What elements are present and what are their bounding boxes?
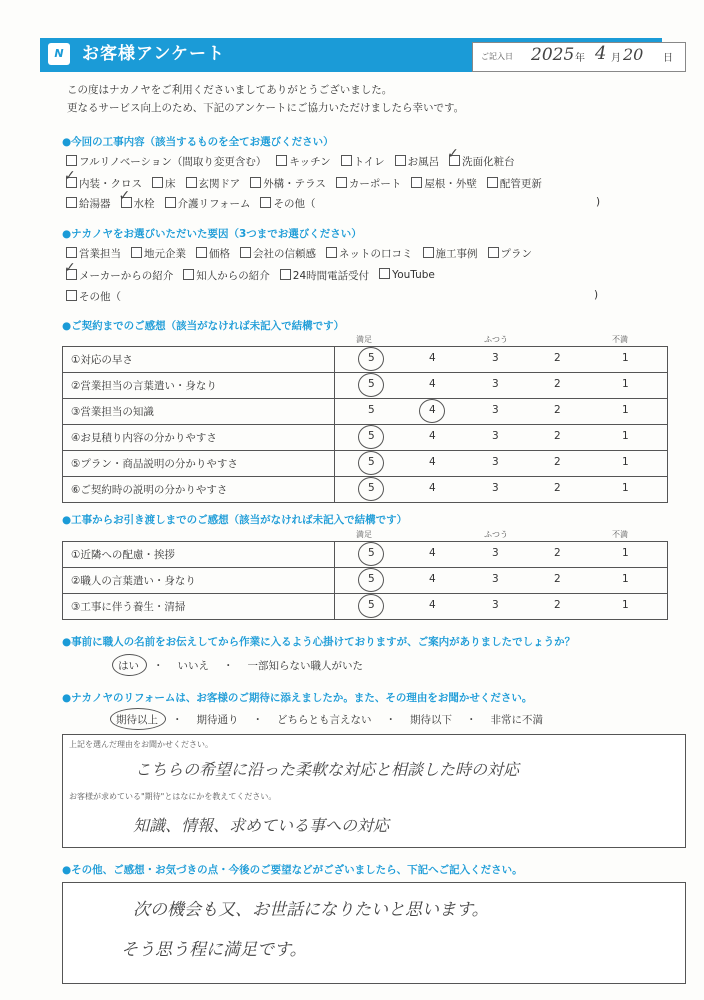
answer-option[interactable]: どちらとも言えない bbox=[277, 714, 372, 726]
option-label: 床 bbox=[165, 178, 176, 190]
date-field[interactable] bbox=[472, 42, 686, 72]
checkbox[interactable] bbox=[395, 155, 406, 166]
score-option[interactable]: 1 bbox=[622, 547, 629, 559]
option-label: トイレ bbox=[353, 156, 385, 168]
option-item[interactable] bbox=[66, 176, 142, 191]
score-option[interactable]: 5 bbox=[368, 430, 375, 442]
score-option[interactable]: 5 bbox=[368, 404, 375, 416]
intro-line: この度はナカノヤをご利用くださいましてありがとうございました。 bbox=[67, 84, 393, 96]
other-text-line: そう思う程に満足です。 bbox=[121, 940, 307, 960]
question-label: ⑥ご契約時の説明の分かりやすさ bbox=[63, 477, 335, 503]
option-item[interactable] bbox=[260, 196, 315, 211]
reason-answer-box[interactable] bbox=[62, 734, 686, 848]
other-comment-box[interactable] bbox=[62, 882, 686, 984]
score-option[interactable]: 1 bbox=[622, 352, 629, 364]
reason-label: 上記を選んだ理由をお聞かせください。 bbox=[69, 740, 213, 749]
score-option[interactable]: 2 bbox=[554, 547, 561, 559]
checkbox[interactable] bbox=[66, 290, 77, 301]
score-cell bbox=[335, 425, 668, 451]
table-row bbox=[63, 399, 668, 425]
option-label: フルリノベーション（間取り変更含む） bbox=[79, 156, 267, 168]
score-cell bbox=[335, 451, 668, 477]
question-label: ③営業担当の知識 bbox=[63, 399, 335, 425]
option-label: 玄関ドア bbox=[198, 178, 241, 190]
option-item[interactable] bbox=[165, 196, 251, 211]
option-item[interactable] bbox=[449, 154, 515, 169]
score-option[interactable]: 5 bbox=[368, 378, 375, 390]
intro-line: 更なるサービス向上のため、下記のアンケートにご協力いただけましたら幸いです。 bbox=[67, 102, 465, 114]
score-option[interactable]: 5 bbox=[368, 599, 375, 611]
option-label: 知人からの紹介 bbox=[196, 270, 270, 282]
checkbox[interactable] bbox=[183, 269, 194, 280]
date-year-suffix: 年 bbox=[575, 53, 585, 64]
score-option[interactable]: 2 bbox=[554, 352, 561, 364]
separator: ・ bbox=[223, 660, 234, 672]
option-label: お風呂 bbox=[407, 156, 440, 168]
option-label: 内装・クロス bbox=[79, 178, 142, 190]
scale-label-best: 満足 bbox=[356, 530, 372, 539]
score-option[interactable]: 2 bbox=[554, 599, 561, 611]
option-item[interactable] bbox=[152, 176, 176, 191]
checkbox[interactable] bbox=[260, 197, 271, 208]
option-item[interactable] bbox=[240, 246, 316, 261]
section-title-other: ● その他、ご感想・お気づきの点・今後のご要望などがございましたら、下記へご記入ください。 bbox=[62, 862, 523, 877]
checkbox[interactable] bbox=[240, 247, 251, 258]
option-item[interactable] bbox=[66, 196, 111, 211]
score-option[interactable]: 1 bbox=[622, 482, 629, 494]
option-label: ネットの口コミ bbox=[339, 248, 413, 260]
option-item[interactable] bbox=[395, 154, 440, 169]
section-title-reason: ● ナカノヤをお選びいただいた要因（3つまでお選びください） bbox=[62, 226, 362, 241]
score-cell bbox=[335, 347, 668, 373]
scale-label-worst: 不満 bbox=[612, 530, 628, 539]
option-item[interactable] bbox=[131, 246, 186, 261]
question-label: ②職人の言葉遣い・身なり bbox=[63, 568, 335, 594]
option-item[interactable] bbox=[341, 154, 385, 169]
selected-circle-icon bbox=[358, 594, 384, 618]
option-label: 水栓 bbox=[133, 198, 155, 210]
date-day: 20 bbox=[623, 45, 644, 64]
score-option[interactable]: 2 bbox=[554, 404, 561, 416]
option-label: 価格 bbox=[209, 248, 230, 260]
selected-circle-icon bbox=[358, 477, 384, 501]
score-option[interactable]: 2 bbox=[554, 378, 561, 390]
option-item[interactable] bbox=[66, 246, 121, 261]
checkbox[interactable] bbox=[66, 155, 77, 166]
score-option[interactable]: 3 bbox=[492, 404, 499, 416]
score-option[interactable]: 4 bbox=[429, 352, 436, 364]
separator: ・ bbox=[252, 714, 263, 726]
checkbox[interactable] bbox=[186, 177, 197, 188]
checkmark-icon: ✓ bbox=[64, 260, 76, 276]
selected-circle-icon bbox=[358, 425, 384, 449]
checkbox[interactable] bbox=[487, 177, 498, 188]
option-item[interactable] bbox=[66, 289, 121, 304]
score-cell bbox=[335, 399, 668, 425]
selected-circle-icon bbox=[358, 542, 384, 566]
option-label: 給湯器 bbox=[79, 198, 111, 210]
option-label: その他（ bbox=[273, 198, 316, 210]
checkbox[interactable] bbox=[66, 197, 77, 208]
score-option[interactable]: 4 bbox=[429, 456, 436, 468]
checkbox[interactable] bbox=[488, 247, 499, 258]
score-option[interactable]: 5 bbox=[368, 456, 375, 468]
score-option[interactable]: 3 bbox=[492, 599, 499, 611]
date-month-suffix: 月 bbox=[611, 53, 621, 64]
option-item[interactable] bbox=[411, 176, 477, 191]
checkbox[interactable] bbox=[66, 247, 77, 258]
option-item[interactable] bbox=[276, 154, 330, 169]
score-cell bbox=[335, 477, 668, 503]
option-label: 営業担当 bbox=[79, 248, 121, 260]
option-label: 介護リフォーム bbox=[177, 198, 251, 210]
checkmark-icon: ✓ bbox=[64, 168, 76, 184]
option-label: YouTube bbox=[392, 269, 435, 281]
separator: ・ bbox=[385, 714, 396, 726]
answer-option[interactable]: はい bbox=[118, 660, 139, 672]
answer-option[interactable]: 期待以上 bbox=[116, 714, 158, 726]
option-label: 会社の信頼感 bbox=[253, 248, 316, 260]
option-label: 施工事例 bbox=[435, 248, 478, 260]
section-title-contract: ● ご契約までのご感想（該当がなければ未記入で結構です） bbox=[62, 318, 344, 333]
score-option[interactable]: 3 bbox=[492, 573, 499, 585]
score-option[interactable]: 4 bbox=[429, 404, 436, 416]
score-option[interactable]: 1 bbox=[622, 456, 629, 468]
answer-option[interactable]: 非常に不満 bbox=[490, 714, 543, 726]
selected-circle-icon bbox=[358, 347, 384, 371]
selected-circle-icon bbox=[419, 399, 445, 423]
date-year: 2025 bbox=[531, 45, 575, 65]
scale-label-best: 満足 bbox=[356, 335, 372, 344]
option-item[interactable] bbox=[326, 246, 413, 261]
score-option[interactable]: 4 bbox=[429, 430, 436, 442]
checkbox[interactable] bbox=[276, 155, 287, 166]
score-option[interactable]: 3 bbox=[492, 547, 499, 559]
option-label: 地元企業 bbox=[144, 248, 186, 260]
selected-circle-icon bbox=[358, 568, 384, 592]
checkbox[interactable] bbox=[411, 177, 422, 188]
close-paren: ) bbox=[594, 289, 599, 301]
option-label: カーポート bbox=[348, 178, 402, 190]
date-month: 4 bbox=[595, 43, 607, 64]
option-label: 24時間電話受付 bbox=[292, 270, 370, 282]
score-option[interactable]: 2 bbox=[554, 573, 561, 585]
score-option[interactable]: 2 bbox=[554, 456, 561, 468]
date-label: ご記入日 bbox=[481, 52, 513, 61]
option-item[interactable] bbox=[66, 268, 173, 283]
score-option[interactable]: 5 bbox=[368, 573, 375, 585]
question-label: ②営業担当の言葉遣い・身なり bbox=[63, 373, 335, 399]
logo-icon: N bbox=[48, 43, 70, 65]
question-label: ①対応の早さ bbox=[63, 347, 335, 373]
reason-text: こちらの希望に沿った柔軟な対応と相談した時の対応 bbox=[135, 760, 520, 779]
score-cell bbox=[335, 594, 668, 620]
date-day-suffix: 日 bbox=[663, 53, 673, 64]
checkbox[interactable] bbox=[341, 155, 352, 166]
score-option[interactable]: 2 bbox=[554, 430, 561, 442]
section-title-construction: ● 工事からお引き渡しまでのご感想（該当がなければ未記入で結構です） bbox=[62, 512, 407, 527]
option-label: その他（ bbox=[79, 291, 121, 303]
answer-option[interactable]: 一部知らない職人がいた bbox=[247, 660, 363, 672]
option-item[interactable] bbox=[183, 268, 270, 283]
score-option[interactable]: 4 bbox=[429, 599, 436, 611]
score-option[interactable]: 4 bbox=[429, 573, 436, 585]
option-item[interactable] bbox=[487, 176, 542, 191]
score-option[interactable]: 5 bbox=[368, 352, 375, 364]
score-option[interactable]: 4 bbox=[429, 547, 436, 559]
selected-circle-icon bbox=[112, 654, 147, 676]
option-label: 配管更新 bbox=[499, 178, 542, 190]
expect-text: 知識、情報、求めている事への対応 bbox=[133, 816, 390, 835]
score-option[interactable]: 1 bbox=[622, 404, 629, 416]
selected-circle-icon bbox=[110, 708, 166, 730]
checkbox[interactable] bbox=[423, 247, 434, 258]
checkbox[interactable] bbox=[326, 247, 337, 258]
separator: ・ bbox=[172, 714, 183, 726]
scale-label-worst: 不満 bbox=[612, 335, 628, 344]
question-label: ①近隣への配慮・挨拶 bbox=[63, 542, 335, 568]
close-paren: ) bbox=[596, 196, 601, 208]
score-cell bbox=[335, 373, 668, 399]
score-option[interactable]: 5 bbox=[368, 482, 375, 494]
option-item[interactable] bbox=[336, 176, 402, 191]
checkmark-icon: ✓ bbox=[447, 146, 459, 162]
answer-option[interactable]: 期待通り bbox=[196, 714, 239, 726]
checkbox[interactable] bbox=[196, 247, 207, 258]
other-text-line: 次の機会も又、お世話になりたいと思います。 bbox=[133, 900, 489, 920]
option-item[interactable] bbox=[379, 268, 435, 281]
option-label: 洗面化粧台 bbox=[462, 156, 515, 168]
option-item[interactable] bbox=[250, 176, 326, 191]
question-label: ④お見積り内容の分かりやすさ bbox=[63, 425, 335, 451]
expect-label: お客様が求めている"期待"とはなにかを教えてください。 bbox=[69, 792, 277, 801]
score-cell bbox=[335, 542, 668, 568]
score-option[interactable]: 3 bbox=[492, 456, 499, 468]
section-title-craftsman: ● 事前に職人の名前をお伝えしてから作業に入るよう心掛けておりますが、ご案内がありましたでしょうか？ bbox=[62, 634, 575, 649]
option-item[interactable] bbox=[280, 268, 369, 283]
checkbox[interactable] bbox=[250, 177, 261, 188]
option-label: メーカーからの紹介 bbox=[79, 270, 174, 282]
page-title: お客様アンケート bbox=[82, 44, 225, 64]
option-item[interactable] bbox=[196, 246, 230, 261]
selected-circle-icon bbox=[358, 373, 384, 397]
section-title-work: ● 今回の工事内容（該当するものを全てお選びください） bbox=[62, 134, 334, 149]
checkbox[interactable] bbox=[152, 177, 163, 188]
checkmark-icon: ✓ bbox=[118, 188, 131, 204]
checkbox[interactable] bbox=[379, 268, 390, 279]
option-item[interactable] bbox=[423, 246, 478, 261]
scale-label-mid: ふつう bbox=[484, 530, 508, 539]
checkbox[interactable] bbox=[280, 269, 291, 280]
score-option[interactable]: 5 bbox=[368, 547, 375, 559]
option-label: 外構・テラス bbox=[263, 178, 326, 190]
score-option[interactable]: 3 bbox=[492, 352, 499, 364]
separator: ・ bbox=[153, 660, 164, 672]
score-cell bbox=[335, 568, 668, 594]
score-option[interactable]: 3 bbox=[492, 482, 499, 494]
checkbox[interactable] bbox=[336, 177, 347, 188]
section-title-expectation: ● ナカノヤのリフォームは、お客様のご期待に添えましたか。また、その理由をお聞かせください。 bbox=[62, 690, 532, 705]
option-label: プラン bbox=[500, 248, 532, 260]
answer-option[interactable]: 期待以下 bbox=[410, 714, 452, 726]
question-label: ⑤プラン・商品説明の分かりやすさ bbox=[63, 451, 335, 477]
separator: ・ bbox=[466, 714, 477, 726]
option-item[interactable] bbox=[186, 176, 241, 191]
score-option[interactable]: 1 bbox=[622, 573, 629, 585]
score-option[interactable]: 3 bbox=[492, 430, 499, 442]
selected-circle-icon bbox=[358, 451, 384, 475]
score-option[interactable]: 1 bbox=[622, 599, 629, 611]
score-option[interactable]: 2 bbox=[554, 482, 561, 494]
question-label: ③工事に伴う養生・清掃 bbox=[63, 594, 335, 620]
answer-option[interactable]: いいえ bbox=[177, 660, 209, 672]
score-option[interactable]: 4 bbox=[429, 378, 436, 390]
option-item[interactable] bbox=[488, 246, 533, 261]
option-item[interactable] bbox=[66, 154, 266, 169]
checkbox[interactable] bbox=[165, 197, 176, 208]
scale-label-mid: ふつう bbox=[484, 335, 508, 344]
option-label: キッチン bbox=[289, 156, 331, 168]
option-label: 屋根・外壁 bbox=[424, 178, 477, 190]
score-option[interactable]: 4 bbox=[429, 482, 436, 494]
checkbox[interactable] bbox=[131, 247, 142, 258]
score-option[interactable]: 1 bbox=[622, 378, 629, 390]
score-option[interactable]: 3 bbox=[492, 378, 499, 390]
score-option[interactable]: 1 bbox=[622, 430, 629, 442]
